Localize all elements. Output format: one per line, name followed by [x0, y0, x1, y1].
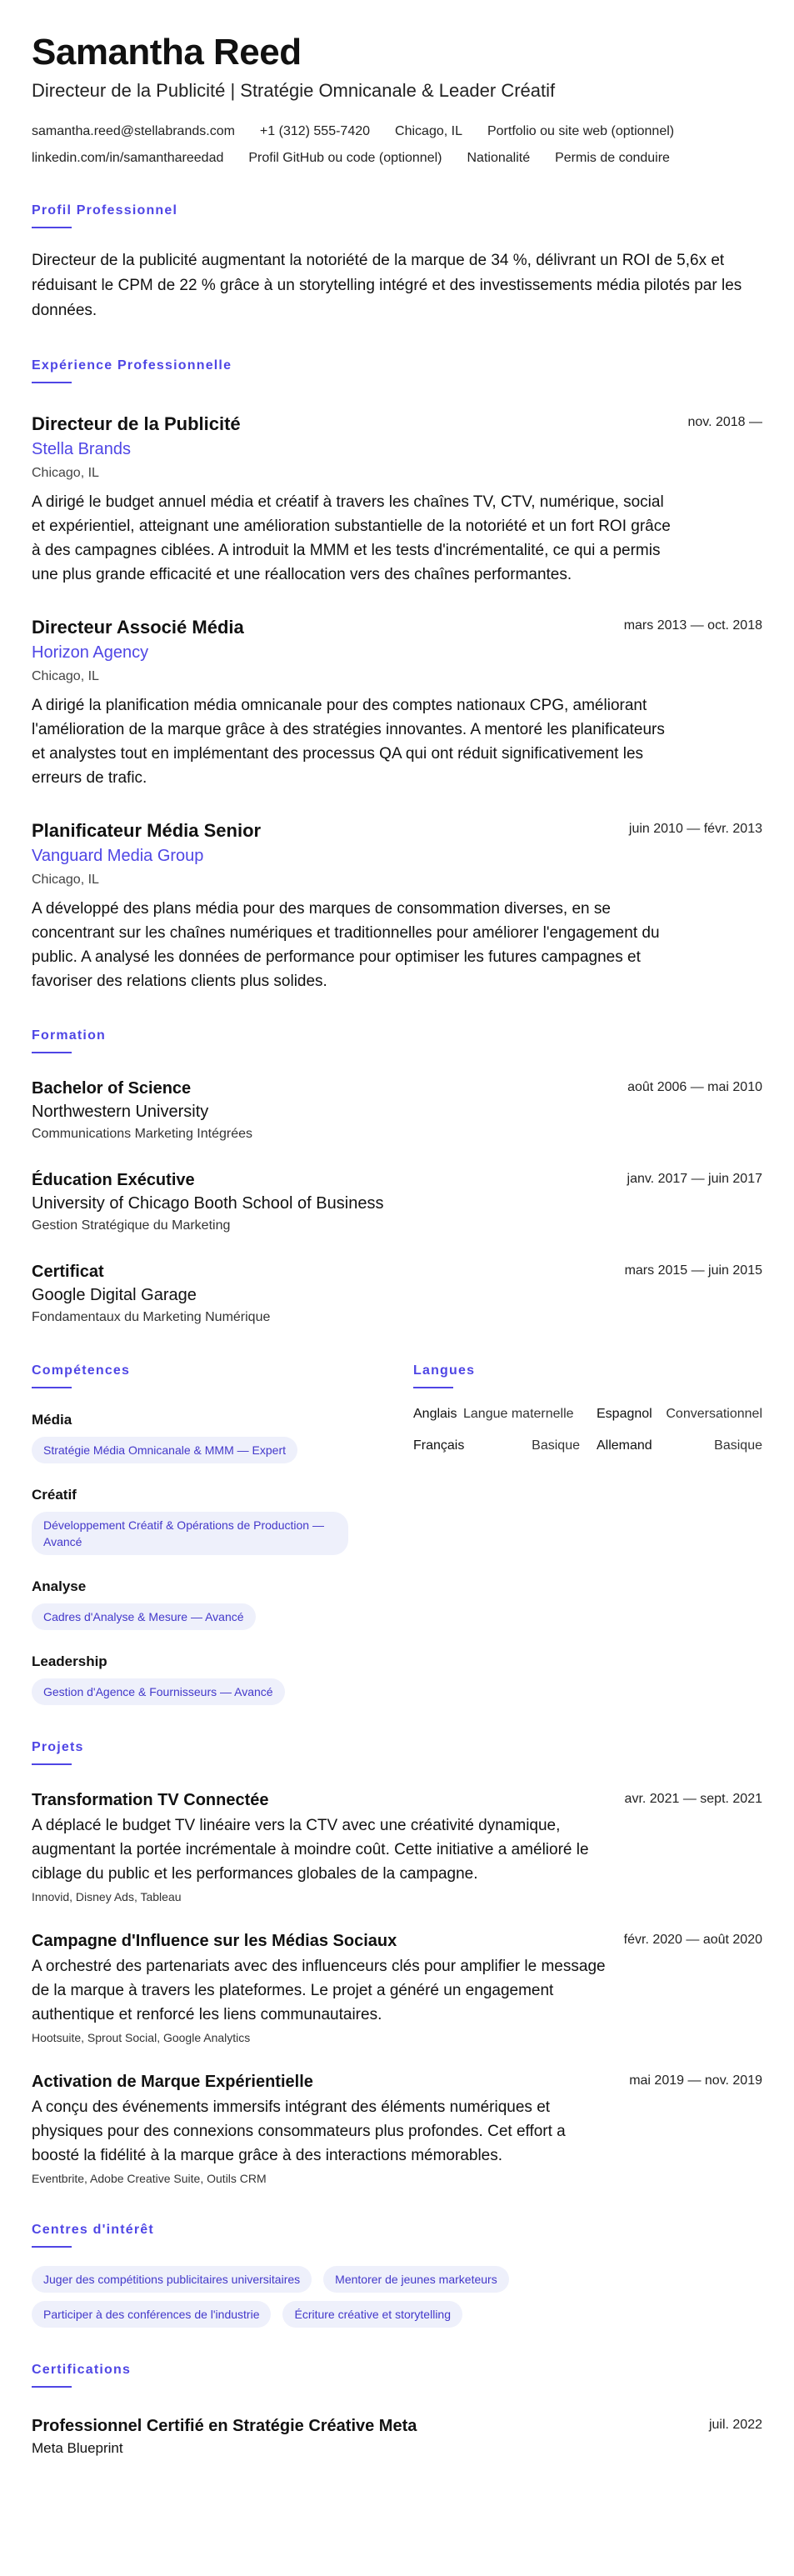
section-heading: Centres d'intérêt	[32, 2223, 154, 2237]
job-description: A dirigé le budget annuel média et créatif à travers les chaînes TV, CTV, numérique, social et expérientiel, atteignant une amélioration substantielle de la notoriété et un fort ROI grâce à des campagnes ciblées. A introduit la MMM et les tests d'incrémentalité, ce qui a permis une plus grande efficacité et une réallocation vers des chaînes performantes.	[32, 493, 671, 583]
section-divider	[32, 2386, 72, 2388]
contact-email[interactable]: samantha.reed@stellabrands.com	[32, 124, 235, 138]
job-company: Stella Brands	[32, 440, 131, 458]
language-name: Français	[413, 1438, 465, 1453]
skill-category: Créatif	[32, 1487, 77, 1503]
section-heading: Certifications	[32, 2363, 132, 2377]
language-name: Allemand	[597, 1438, 652, 1453]
certification-title: Professionnel Certifié en Stratégie Créative Meta	[32, 2417, 417, 2435]
job-title: Directeur de la Publicité	[32, 413, 241, 434]
skill-pill: Gestion d'Agence & Fournisseurs — Avancé	[32, 1678, 285, 1705]
skill-category: Leadership	[32, 1653, 107, 1669]
project-tools: Eventbrite, Adobe Creative Suite, Outils CRM	[32, 2172, 267, 2185]
project-description: A conçu des événements immersifs intégrant des éléments numériques et physiques pour des connexions consommateurs plus profondes. Cet effort a boosté la fidélité à la marque grâce à des interactions mémorables.	[32, 2098, 566, 2164]
skill-category: Analyse	[32, 1578, 87, 1594]
project-entry	[32, 2070, 762, 2188]
project-tools: Innovid, Disney Ads, Tableau	[32, 1890, 182, 1903]
interests-section	[32, 2223, 762, 2328]
skill-category: Média	[32, 1412, 72, 1428]
job-description: A dirigé la planification média omnicanale pour des comptes nationaux CPG, améliorant l'amélioration de la marque grâce à des stratégies innovantes. A mentoré les planificateurs et analystes tout en implémentant des processus QA qui ont réduit significativement les erreurs de trafic.	[32, 697, 665, 787]
language-level: Basique	[714, 1438, 762, 1453]
job-company: Horizon Agency	[32, 643, 149, 662]
school-name: Northwestern University	[32, 1103, 209, 1121]
section-heading: Formation	[32, 1028, 107, 1043]
skill-pill: Stratégie Média Omnicanale & MMM — Expert	[32, 1437, 297, 1463]
section-divider	[32, 2246, 72, 2248]
section-divider	[32, 1052, 72, 1053]
job-date: juin 2010 — févr. 2013	[628, 822, 762, 836]
section-heading: Compétences	[32, 1363, 131, 1378]
candidate-title: Directeur de la Publicité | Stratégie Omnicanale & Leader Créatif	[32, 80, 556, 101]
job-title: Planificateur Média Senior	[32, 820, 262, 841]
language-level: Conversationnel	[666, 1407, 762, 1421]
skills-section	[32, 1363, 413, 1705]
study-field: Gestion Stratégique du Marketing	[32, 1218, 231, 1233]
education-section	[32, 1028, 762, 1328]
job-date: nov. 2018 —	[687, 415, 762, 429]
study-field: Fondamentaux du Marketing Numérique	[32, 1310, 271, 1324]
language-name: Anglais	[413, 1407, 457, 1421]
project-title: Campagne d'Influence sur les Médias Sociaux	[32, 1932, 397, 1950]
language-grid	[413, 1407, 762, 1453]
school-name: Google Digital Garage	[32, 1286, 197, 1304]
education-date: janv. 2017 — juin 2017	[627, 1172, 762, 1186]
job-date: mars 2013 — oct. 2018	[623, 618, 762, 633]
degree-title: Éducation Exécutive	[32, 1171, 195, 1189]
contact-license: Permis de conduire	[555, 151, 670, 165]
certification-date: juil. 2022	[708, 2418, 762, 2432]
experience-entry	[32, 818, 762, 993]
language-level: Basique	[532, 1438, 580, 1453]
skill-pill: Cadres d'Analyse & Mesure — Avancé	[32, 1603, 256, 1630]
job-title: Directeur Associé Média	[32, 617, 244, 638]
contact-list	[32, 122, 762, 168]
certification-issuer: Meta Blueprint	[32, 2440, 123, 2456]
education-date: août 2006 — mai 2010	[627, 1080, 762, 1094]
resume-header	[32, 30, 762, 168]
section-heading: Profil Professionnel	[32, 203, 178, 218]
project-date: févr. 2020 — août 2020	[623, 1933, 762, 1947]
job-description: A développé des plans média pour des marques de consommation diverses, en se concentrant sur les chaînes numériques et traditionnelles pour améliorer l'engagement du public. A analysé les données de performance pour optimiser les futures campagnes et favoriser des relations clients plus solides.	[32, 900, 660, 990]
project-title: Activation de Marque Expérientielle	[32, 2073, 313, 2091]
job-location: Chicago, IL	[32, 873, 99, 887]
degree-title: Bachelor of Science	[32, 1079, 192, 1098]
project-description: A déplacé le budget TV linéaire vers la CTV avec une créativité dynamique, augmentant la portée incrémentale à moindre coût. Cette initiative a amélioré le ciblage du public et les performances globales de la campagne.	[32, 1817, 589, 1883]
job-company: Vanguard Media Group	[32, 847, 204, 865]
education-entry	[32, 1260, 762, 1328]
candidate-name: Samantha Reed	[32, 32, 302, 73]
skill-pill: Développement Créatif & Opérations de Production — Avancé	[32, 1512, 348, 1555]
language-level: Langue maternelle	[463, 1407, 574, 1421]
section-divider	[32, 382, 72, 383]
project-entry	[32, 1929, 762, 2047]
contact-phone[interactable]: +1 (312) 555-7420	[259, 124, 371, 138]
project-date: mai 2019 — nov. 2019	[629, 2073, 762, 2088]
contact-portfolio[interactable]: Portfolio ou site web (optionnel)	[487, 124, 675, 138]
section-heading: Expérience Professionnelle	[32, 358, 232, 373]
interest-pill: Écriture créative et storytelling	[282, 2301, 462, 2328]
study-field: Communications Marketing Intégrées	[32, 1127, 253, 1141]
certifications-section	[32, 2363, 762, 2459]
experience-entry	[32, 615, 762, 790]
project-tools: Hootsuite, Sprout Social, Google Analytics	[32, 2031, 251, 2044]
project-date: avr. 2021 — sept. 2021	[624, 1792, 762, 1806]
job-location: Chicago, IL	[32, 669, 99, 683]
education-date: mars 2015 — juin 2015	[624, 1263, 762, 1278]
degree-title: Certificat	[32, 1263, 104, 1281]
certification-entry	[32, 2414, 762, 2459]
skills-languages-row	[32, 1363, 762, 1705]
project-entry	[32, 1788, 762, 1906]
contact-github[interactable]: Profil GitHub ou code (optionnel)	[248, 151, 442, 165]
section-divider	[413, 1387, 453, 1388]
section-divider	[32, 1763, 72, 1765]
school-name: University of Chicago Booth School of Business	[32, 1194, 384, 1213]
contact-location: Chicago, IL	[395, 124, 462, 138]
section-divider	[32, 227, 72, 228]
project-title: Transformation TV Connectée	[32, 1791, 269, 1809]
profile-summary: Directeur de la publicité augmentant la notoriété de la marque de 34 %, délivrant un ROI de 5,6x et réduisant le CPM de 22 % grâce à un storytelling intégré et des investissements média pilotés par les données.	[32, 252, 742, 319]
interest-pill: Participer à des conférences de l'industrie	[32, 2301, 271, 2328]
job-location: Chicago, IL	[32, 466, 99, 480]
profile-section	[32, 203, 762, 323]
interest-pill: Mentorer de jeunes marketeurs	[323, 2266, 509, 2293]
interest-pill: Juger des compétitions publicitaires universitaires	[32, 2266, 312, 2293]
experience-section	[32, 358, 762, 993]
project-description: A orchestré des partenariats avec des influenceurs clés pour amplifier le message de la marque à travers les plateformes. Le projet a généré un engagement authentique et renforcé les liens communautaires.	[32, 1958, 606, 2023]
languages-section	[413, 1363, 762, 1705]
section-heading: Projets	[32, 1740, 84, 1754]
interest-list	[32, 2266, 615, 2328]
contact-nationality: Nationalité	[467, 151, 531, 165]
experience-entry	[32, 412, 762, 587]
section-heading: Langues	[413, 1363, 476, 1378]
contact-linkedin[interactable]: linkedin.com/in/samanthareedad	[32, 151, 224, 165]
section-divider	[32, 1387, 72, 1388]
education-entry	[32, 1077, 762, 1145]
education-entry	[32, 1168, 762, 1237]
language-name: Espagnol	[597, 1407, 652, 1421]
projects-section	[32, 1740, 762, 2188]
